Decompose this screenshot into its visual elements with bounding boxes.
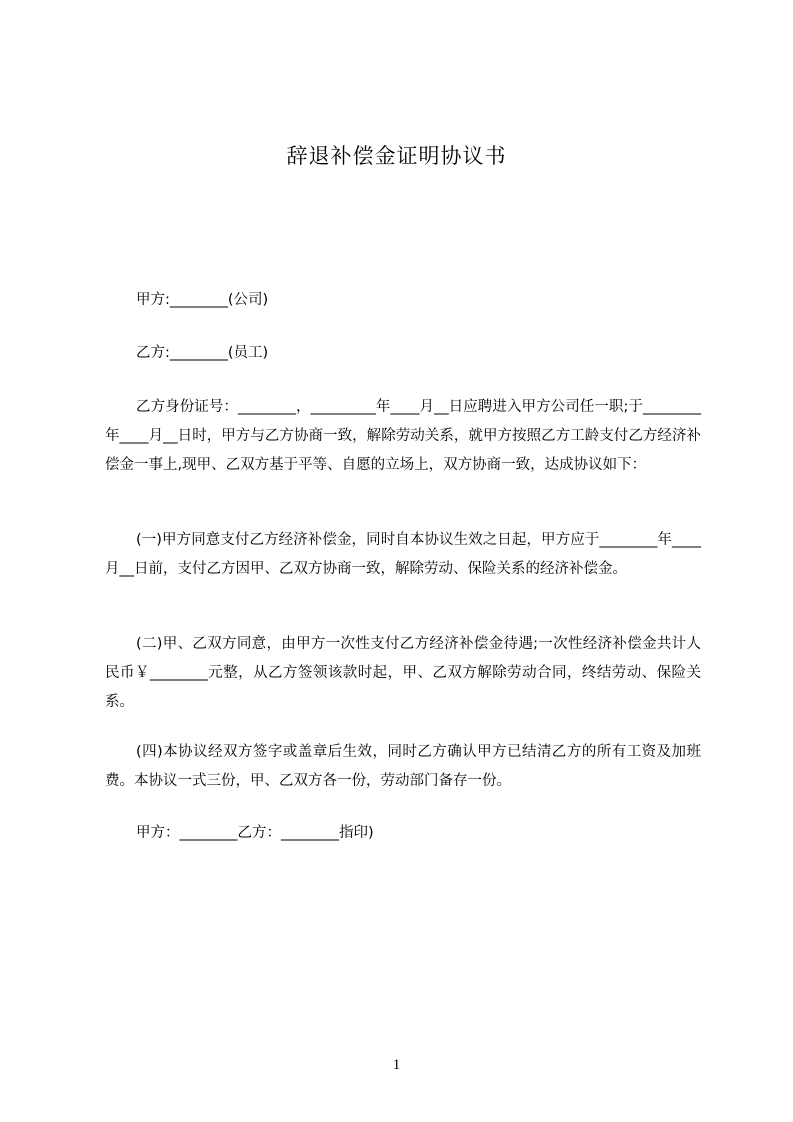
document-title: 辞退补偿金证明协议书 [286,144,507,168]
party-a-line: 甲方:________(公司) [136,292,269,308]
clause-4-paragraph: (四)本协议经双方签字或盖章后生效，同时乙方确认甲方已结清乙方的所有工资及加班费。本协议一式三份，甲、乙双方各一份，劳动部门备存一份。 [105,744,701,789]
party-b-line: 乙方:________(员工) [136,345,269,361]
page-number: 1 [392,1057,401,1073]
clause-1-paragraph: (一)甲方同意支付乙方经济补偿金，同时自本协议生效之日起，甲方应于________年____月__日前，支付乙方因甲、乙双方协商一致，解除劳动、保险关系的经济补偿金。 [105,532,701,577]
signature-line: 甲方：________乙方：________指印) [136,825,374,841]
intro-paragraph: 乙方身份证号：________，_________年____月__日应聘进入甲方公司任一职;于________年____月__日时，甲方与乙方协商一致，解除劳动关系，就甲方按照乙方工龄支付乙方经济补偿金一事上,现甲、乙双方基于平等、自愿的立场上，双方协商一致，达成协议如下： [105,399,701,473]
clause-2-paragraph: (二)甲、乙双方同意，由甲方一次性支付乙方经济补偿金待遇;一次性经济补偿金共计人民币￥________元整，从乙方签领该款时起，甲、乙双方解除劳动合同，终结劳动、保险关系。 [105,636,701,710]
